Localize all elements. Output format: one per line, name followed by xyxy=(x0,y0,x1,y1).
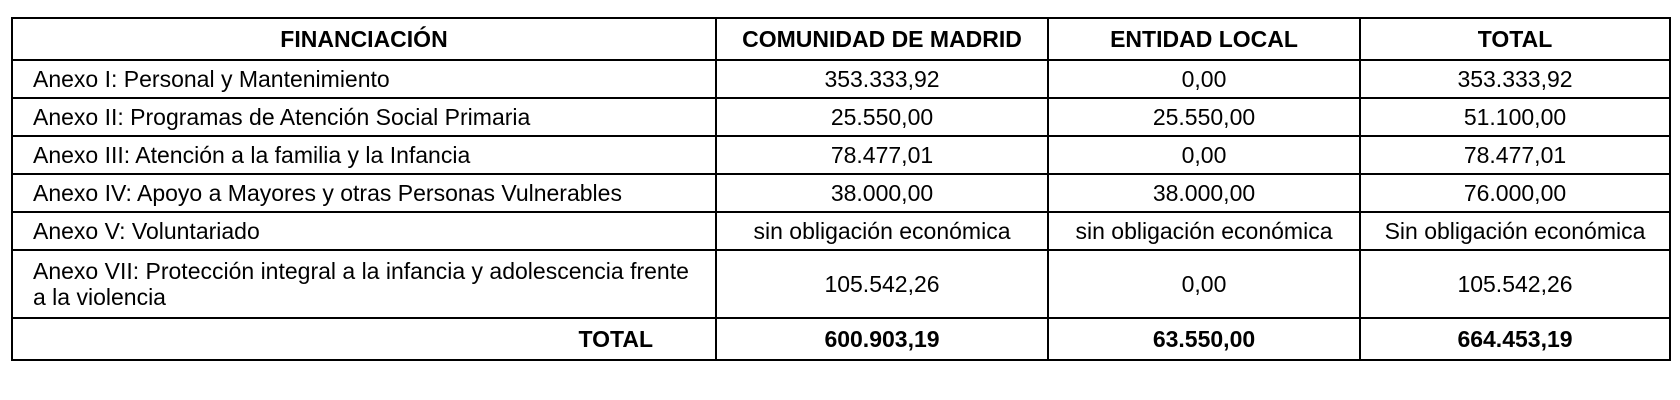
entidad-value: 25.550,00 xyxy=(1048,98,1360,136)
row-label: Anexo III: Atención a la familia y la Infancia xyxy=(12,136,716,174)
entidad-value: 0,00 xyxy=(1048,136,1360,174)
total-value: Sin obligación económica xyxy=(1360,212,1670,250)
entidad-value: 0,00 xyxy=(1048,250,1360,318)
table-row xyxy=(12,250,1670,318)
row-label: Anexo I: Personal y Mantenimiento xyxy=(12,60,716,98)
totals-label: TOTAL xyxy=(12,318,716,360)
header-financiacion: FINANCIACIÓN xyxy=(12,18,716,60)
totals-entidad: 63.550,00 xyxy=(1048,318,1360,360)
comunidad-value: 25.550,00 xyxy=(716,98,1048,136)
header-comunidad-de-madrid: COMUNIDAD DE MADRID xyxy=(716,18,1048,60)
entidad-value: 38.000,00 xyxy=(1048,174,1360,212)
comunidad-value: 78.477,01 xyxy=(716,136,1048,174)
comunidad-value: 105.542,26 xyxy=(716,250,1048,318)
totals-total: 664.453,19 xyxy=(1360,318,1670,360)
header-row xyxy=(12,18,1670,60)
financing-table xyxy=(11,17,1671,361)
comunidad-value: sin obligación económica xyxy=(716,212,1048,250)
row-label: Anexo VII: Protección integral a la infancia y adolescencia frente a la violencia xyxy=(12,250,716,318)
comunidad-value: 353.333,92 xyxy=(716,60,1048,98)
table-row xyxy=(12,212,1670,250)
total-value: 353.333,92 xyxy=(1360,60,1670,98)
row-label: Anexo II: Programas de Atención Social Primaria xyxy=(12,98,716,136)
totals-row xyxy=(12,318,1670,360)
total-value: 78.477,01 xyxy=(1360,136,1670,174)
table-row xyxy=(12,98,1670,136)
row-label: Anexo IV: Apoyo a Mayores y otras Personas Vulnerables xyxy=(12,174,716,212)
table-row xyxy=(12,174,1670,212)
table-row xyxy=(12,60,1670,98)
total-value: 76.000,00 xyxy=(1360,174,1670,212)
row-label: Anexo V: Voluntariado xyxy=(12,212,716,250)
header-entidad-local: ENTIDAD LOCAL xyxy=(1048,18,1360,60)
entidad-value: 0,00 xyxy=(1048,60,1360,98)
total-value: 51.100,00 xyxy=(1360,98,1670,136)
totals-comunidad: 600.903,19 xyxy=(716,318,1048,360)
header-total: TOTAL xyxy=(1360,18,1670,60)
comunidad-value: 38.000,00 xyxy=(716,174,1048,212)
entidad-value: sin obligación económica xyxy=(1048,212,1360,250)
table-row xyxy=(12,136,1670,174)
total-value: 105.542,26 xyxy=(1360,250,1670,318)
